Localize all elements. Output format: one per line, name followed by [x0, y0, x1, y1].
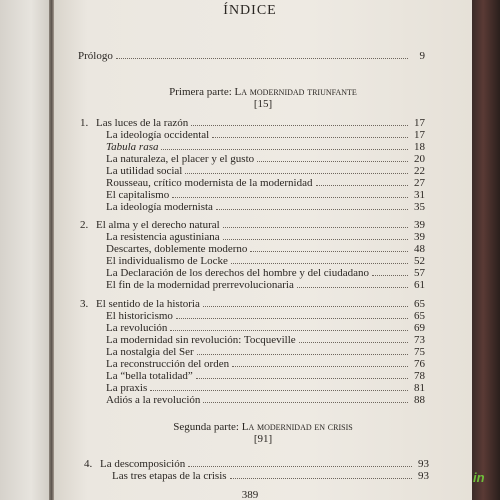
- toc-entry: La resistencia agustiniana 39: [106, 231, 425, 243]
- toc-entry-prologo: Prólogo 9: [78, 50, 425, 62]
- toc-entry: La naturaleza, el placer y el gusto 20: [106, 153, 425, 165]
- toc-entry: La revolución 69: [106, 322, 425, 334]
- toc-entry: La modernidad sin revolución: Tocqueville 73: [106, 334, 425, 346]
- page-number: 389: [241, 489, 259, 500]
- toc-entry: Las tres etapas de la crisis 93: [112, 470, 429, 482]
- toc-entry: La Declaración de los derechos del hombre y del ciudadano 57: [106, 267, 425, 279]
- toc-entry: La ideología modernista 35: [106, 201, 425, 213]
- toc-entry: La nostalgia del Ser 75: [106, 346, 425, 358]
- toc-entry: El historicismo 65: [106, 310, 425, 322]
- part-2-heading: Segunda parte: La modernidad en crisis: [173, 421, 353, 433]
- toc-entry: Tabula rasa 18: [106, 141, 425, 153]
- toc-entry: La reconstrucción del orden 76: [106, 358, 425, 370]
- toc-chapter-3: 3. El sentido de la historia 65: [80, 298, 425, 310]
- toc-entry: El fin de la modernidad prerrevolucionaria 61: [106, 279, 425, 291]
- toc-entry: La “bella totalidad” 78: [106, 370, 425, 382]
- part-2-page-ref: [91]: [253, 433, 273, 445]
- toc-chapter-4: 4. La descomposición 93: [84, 458, 429, 470]
- left-page-edge: [0, 0, 52, 500]
- toc-entry: La praxis 81: [106, 382, 425, 394]
- book-cover-edge: [472, 0, 500, 500]
- watermark-icon: in: [473, 470, 485, 485]
- toc-entry: El individualismo de Locke 52: [106, 255, 425, 267]
- toc-chapter-1: 1. Las luces de la razón 17: [80, 117, 425, 129]
- toc-entry: La ideología occidental 17: [106, 129, 425, 141]
- toc-entry: Adiós a la revolución 88: [106, 394, 425, 406]
- part-1-page-ref: [15]: [253, 98, 273, 110]
- toc-entry: Descartes, doblemente moderno 48: [106, 243, 425, 255]
- toc-chapter-2: 2. El alma y el derecho natural 39: [80, 219, 425, 231]
- part-1-heading: Primera parte: La modernidad triunfante: [169, 86, 357, 98]
- toc-entry: El capitalismo 31: [106, 189, 425, 201]
- page-title: ÍNDICE: [223, 3, 277, 18]
- toc-entry: La utilidad social 22: [106, 165, 425, 177]
- toc-entry: Rousseau, crítico modernista de la modernidad 27: [106, 177, 425, 189]
